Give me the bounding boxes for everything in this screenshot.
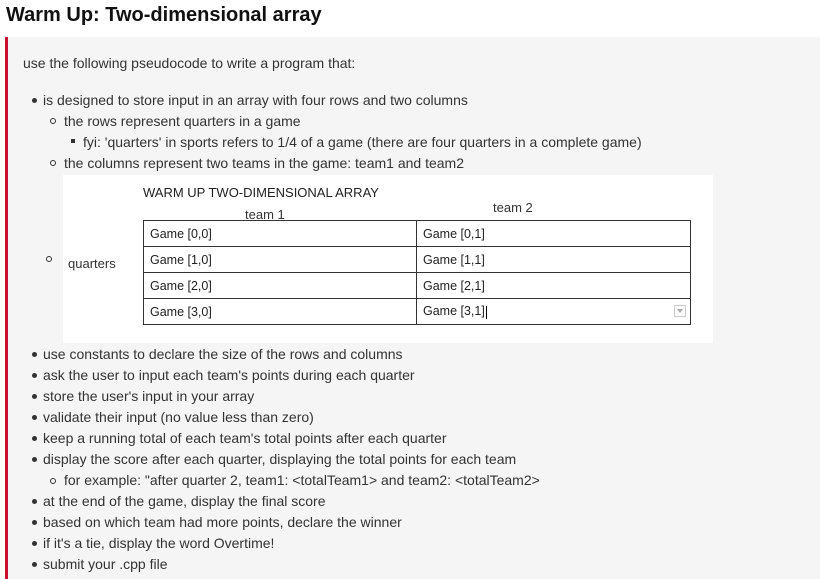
table-row [144,273,691,299]
bullet-icon [32,98,37,103]
bullet-icon [32,394,37,399]
table-cell: Game [3,0] [144,299,417,325]
row-label-quarters: quarters [68,256,116,271]
intro-text: use the following pseudocode to write a program that: [23,55,356,71]
bullet-icon [32,373,37,378]
circle-bullet-icon [46,256,52,262]
list-item: based on which team had more points, declare the winner [43,514,402,530]
figure-title: WARM UP TWO-DIMENSIONAL ARRAY [143,185,379,200]
list-item: submit your .cpp file [43,556,168,572]
bullet-icon [32,562,37,567]
bullet-icon [32,457,37,462]
circle-bullet-icon [50,118,56,124]
table-row [144,247,691,273]
array-figure [63,175,713,343]
cell-text: Game [3,1] [423,304,485,319]
bullet-icon [32,520,37,525]
bullet-icon [32,499,37,504]
editable-table-cell[interactable] [417,299,691,325]
list-item: is designed to store input in an array with four rows and two columns [43,92,468,108]
list-item: keep a running total of each team's total points after each quarter [43,430,447,446]
list-item: ask the user to input each team's points during each quarter [43,367,415,383]
circle-bullet-icon [50,478,56,484]
table-row [144,221,691,247]
bullet-icon [32,436,37,441]
column-header-team1: team 1 [245,207,285,222]
list-item: store the user's input in your array [43,388,255,404]
table-cell: Game [0,1] [417,221,691,247]
circle-bullet-icon [50,160,56,166]
text-cursor [486,306,487,319]
list-item: for example: "after quarter 2, team1: <totalTeam1> and team2: <totalTeam2> [64,472,540,488]
array-table [143,220,691,325]
list-item: fyi: 'quarters' in sports refers to 1/4 of a game (there are four quarters in a complete game) [83,134,642,150]
bullet-icon [32,415,37,420]
list-item: use constants to declare the size of the rows and columns [43,346,403,362]
table-cell: Game [0,0] [144,221,417,247]
square-bullet-icon [71,139,75,143]
table-cell: Game [2,0] [144,273,417,299]
table-cell: Game [1,0] [144,247,417,273]
list-item: validate their input (no value less than zero) [43,409,314,425]
list-item: if it's a tie, display the word Overtime! [43,535,275,551]
list-item: the columns represent two teams in the game: team1 and team2 [64,155,464,171]
list-item: display the score after each quarter, displaying the total points for each team [43,451,517,467]
table-row [144,299,691,325]
list-item: the rows represent quarters in a game [64,113,301,129]
page-title: Warm Up: Two-dimensional array [6,4,322,26]
table-cell: Game [2,1] [417,273,691,299]
bullet-icon [32,541,37,546]
table-cell: Game [1,1] [417,247,691,273]
content-panel [5,37,820,579]
column-header-team2: team 2 [493,200,533,215]
list-item: at the end of the game, display the final score [43,493,326,509]
bullet-icon [32,352,37,357]
dropdown-arrow-icon[interactable] [674,305,686,317]
